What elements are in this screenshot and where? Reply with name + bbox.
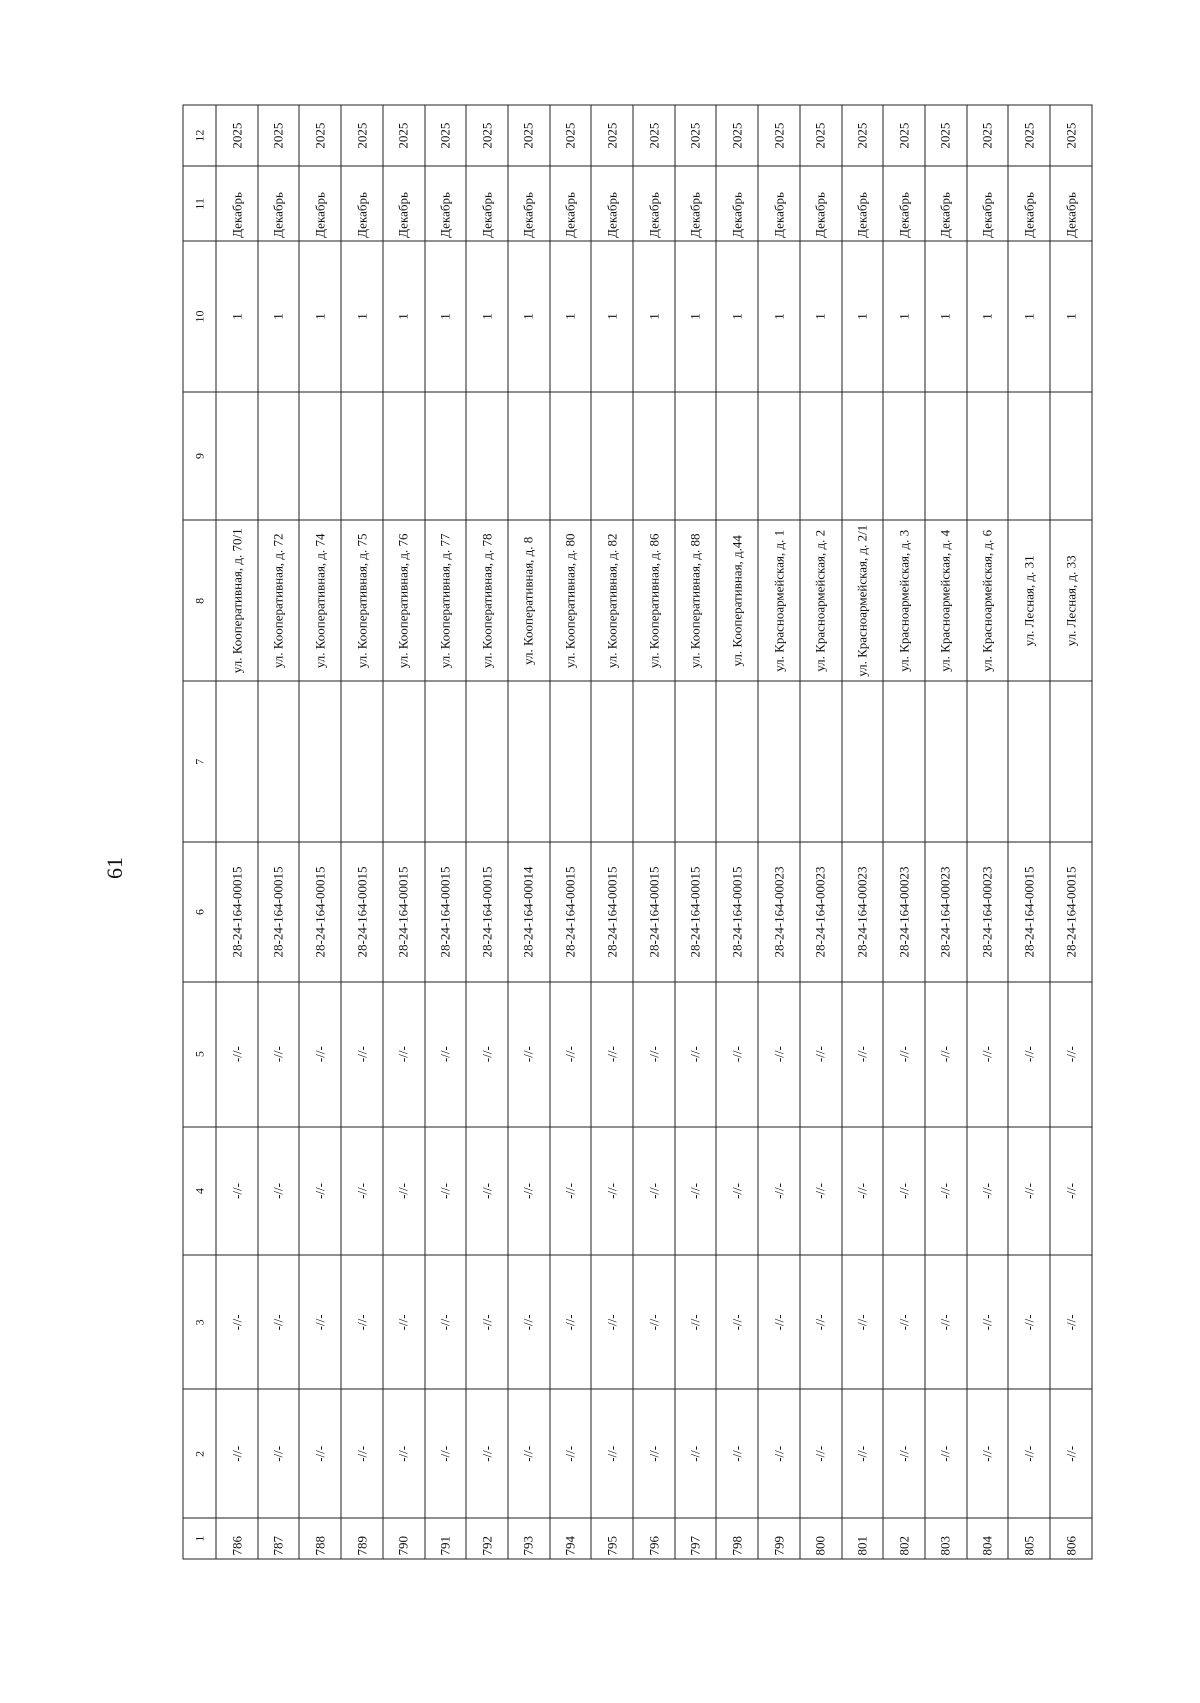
- address: ул. Кооперативная, д. 70/1: [216, 520, 258, 681]
- col4-value: -//-: [716, 1127, 758, 1256]
- year: 2025: [258, 105, 300, 166]
- col2-value: -//-: [550, 1389, 592, 1518]
- year: 2025: [716, 105, 758, 166]
- cadastral-code: 28-24-164-00023: [842, 842, 884, 981]
- col5-value: -//-: [591, 982, 633, 1127]
- address: ул. Красноармейская, д. 6: [967, 520, 1009, 681]
- year: 2025: [508, 105, 550, 166]
- cadastral-code: 28-24-164-00014: [508, 842, 550, 981]
- column-header-12: 12: [183, 105, 216, 166]
- address: ул. Кооперативная, д. 86: [633, 520, 675, 681]
- col9-value: [425, 392, 467, 521]
- table-row: [758, 105, 800, 1559]
- quantity: 1: [800, 241, 842, 391]
- cadastral-code: 28-24-164-00015: [425, 842, 467, 981]
- year: 2025: [466, 105, 508, 166]
- table-row: [466, 105, 508, 1559]
- col4-value: -//-: [216, 1127, 258, 1256]
- register-table-container: [183, 105, 1093, 1560]
- row-number: 802: [883, 1518, 925, 1559]
- col4-value: -//-: [466, 1127, 508, 1256]
- year: 2025: [1050, 105, 1092, 166]
- col9-value: [508, 392, 550, 521]
- row-number: 789: [341, 1518, 383, 1559]
- column-header-2: 2: [183, 1389, 216, 1518]
- col5-value: -//-: [508, 982, 550, 1127]
- col5-value: -//-: [842, 982, 884, 1127]
- quantity: 1: [341, 241, 383, 391]
- table-row: [425, 105, 467, 1559]
- col9-value: [925, 392, 967, 521]
- col3-value: -//-: [466, 1255, 508, 1389]
- col9-value: [716, 392, 758, 521]
- cadastral-code: 28-24-164-00015: [299, 842, 341, 981]
- quantity: 1: [1008, 241, 1050, 391]
- col7-value: [883, 681, 925, 842]
- col2-value: -//-: [341, 1389, 383, 1518]
- address: ул. Красноармейская, д. 2/1: [842, 520, 884, 681]
- year: 2025: [800, 105, 842, 166]
- col9-value: [258, 392, 300, 521]
- col5-value: -//-: [216, 982, 258, 1127]
- col4-value: -//-: [550, 1127, 592, 1256]
- col9-value: [1008, 392, 1050, 521]
- col4-value: -//-: [633, 1127, 675, 1256]
- row-number: 788: [299, 1518, 341, 1559]
- col9-value: [216, 392, 258, 521]
- col5-value: -//-: [967, 982, 1009, 1127]
- month: Декабрь: [842, 166, 884, 241]
- col7-value: [1050, 681, 1092, 842]
- col3-value: -//-: [925, 1255, 967, 1389]
- col7-value: [341, 681, 383, 842]
- column-header-11: 11: [183, 166, 216, 241]
- col2-value: -//-: [633, 1389, 675, 1518]
- col5-value: -//-: [633, 982, 675, 1127]
- col9-value: [883, 392, 925, 521]
- col4-value: -//-: [383, 1127, 425, 1256]
- month: Декабрь: [425, 166, 467, 241]
- address: ул. Кооперативная, д. 82: [591, 520, 633, 681]
- address: ул. Красноармейская, д. 3: [883, 520, 925, 681]
- month: Декабрь: [216, 166, 258, 241]
- col9-value: [1050, 392, 1092, 521]
- col7-value: [675, 681, 717, 842]
- col7-value: [967, 681, 1009, 842]
- col7-value: [1008, 681, 1050, 842]
- col7-value: [466, 681, 508, 842]
- row-number: 798: [716, 1518, 758, 1559]
- month: Декабрь: [258, 166, 300, 241]
- year: 2025: [341, 105, 383, 166]
- address: ул. Лесная, д. 33: [1050, 520, 1092, 681]
- month: Декабрь: [591, 166, 633, 241]
- col3-value: -//-: [216, 1255, 258, 1389]
- col3-value: -//-: [883, 1255, 925, 1389]
- quantity: 1: [675, 241, 717, 391]
- table-row: [925, 105, 967, 1559]
- year: 2025: [883, 105, 925, 166]
- col3-value: -//-: [716, 1255, 758, 1389]
- year: 2025: [425, 105, 467, 166]
- col4-value: -//-: [258, 1127, 300, 1256]
- col4-value: -//-: [758, 1127, 800, 1256]
- col5-value: -//-: [383, 982, 425, 1127]
- col3-value: -//-: [508, 1255, 550, 1389]
- year: 2025: [550, 105, 592, 166]
- col7-value: [425, 681, 467, 842]
- address: ул. Кооперативная, д. 80: [550, 520, 592, 681]
- col5-value: -//-: [550, 982, 592, 1127]
- row-number: 799: [758, 1518, 800, 1559]
- col5-value: -//-: [675, 982, 717, 1127]
- row-number: 795: [591, 1518, 633, 1559]
- year: 2025: [633, 105, 675, 166]
- quantity: 1: [716, 241, 758, 391]
- year: 2025: [1008, 105, 1050, 166]
- column-header-1: 1: [183, 1518, 216, 1559]
- col2-value: -//-: [216, 1389, 258, 1518]
- col2-value: -//-: [508, 1389, 550, 1518]
- column-header-6: 6: [183, 842, 216, 981]
- quantity: 1: [299, 241, 341, 391]
- cadastral-code: 28-24-164-00015: [1050, 842, 1092, 981]
- address: ул. Красноармейская, д. 2: [800, 520, 842, 681]
- col9-value: [675, 392, 717, 521]
- col4-value: -//-: [800, 1127, 842, 1256]
- table-row: [800, 105, 842, 1559]
- month: Декабрь: [758, 166, 800, 241]
- col5-value: -//-: [925, 982, 967, 1127]
- table-row: [341, 105, 383, 1559]
- year: 2025: [591, 105, 633, 166]
- col7-value: [925, 681, 967, 842]
- table-row: [1050, 105, 1092, 1559]
- register-table: [183, 105, 1093, 1560]
- row-number: 793: [508, 1518, 550, 1559]
- year: 2025: [967, 105, 1009, 166]
- col2-value: -//-: [842, 1389, 884, 1518]
- col9-value: [800, 392, 842, 521]
- row-number: 797: [675, 1518, 717, 1559]
- cadastral-code: 28-24-164-00023: [967, 842, 1009, 981]
- col4-value: -//-: [591, 1127, 633, 1256]
- row-number: 787: [258, 1518, 300, 1559]
- col9-value: [466, 392, 508, 521]
- col3-value: -//-: [758, 1255, 800, 1389]
- table-row: [508, 105, 550, 1559]
- row-number: 806: [1050, 1518, 1092, 1559]
- row-number: 786: [216, 1518, 258, 1559]
- address: ул. Кооперативная, д. 78: [466, 520, 508, 681]
- month: Декабрь: [967, 166, 1009, 241]
- col9-value: [758, 392, 800, 521]
- col4-value: -//-: [425, 1127, 467, 1256]
- year: 2025: [675, 105, 717, 166]
- month: Декабрь: [341, 166, 383, 241]
- col3-value: -//-: [1050, 1255, 1092, 1389]
- col5-value: -//-: [1050, 982, 1092, 1127]
- col2-value: -//-: [716, 1389, 758, 1518]
- col5-value: -//-: [716, 982, 758, 1127]
- month: Декабрь: [383, 166, 425, 241]
- col7-value: [299, 681, 341, 842]
- address: ул. Красноармейская, д. 4: [925, 520, 967, 681]
- quantity: 1: [216, 241, 258, 391]
- col2-value: -//-: [800, 1389, 842, 1518]
- month: Декабрь: [800, 166, 842, 241]
- col5-value: -//-: [258, 982, 300, 1127]
- table-row: [633, 105, 675, 1559]
- col9-value: [633, 392, 675, 521]
- column-header-5: 5: [183, 982, 216, 1127]
- col4-value: -//-: [925, 1127, 967, 1256]
- year: 2025: [299, 105, 341, 166]
- quantity: 1: [1050, 241, 1092, 391]
- col2-value: -//-: [675, 1389, 717, 1518]
- col4-value: -//-: [842, 1127, 884, 1256]
- column-header-4: 4: [183, 1127, 216, 1256]
- col4-value: -//-: [341, 1127, 383, 1256]
- cadastral-code: 28-24-164-00015: [550, 842, 592, 981]
- cadastral-code: 28-24-164-00015: [258, 842, 300, 981]
- col4-value: -//-: [675, 1127, 717, 1256]
- cadastral-code: 28-24-164-00023: [925, 842, 967, 981]
- quantity: 1: [508, 241, 550, 391]
- year: 2025: [842, 105, 884, 166]
- year: 2025: [758, 105, 800, 166]
- col2-value: -//-: [925, 1389, 967, 1518]
- col2-value: -//-: [1008, 1389, 1050, 1518]
- column-header-8: 8: [183, 520, 216, 681]
- address: ул. Кооперативная, д. 74: [299, 520, 341, 681]
- col7-value: [216, 681, 258, 842]
- col5-value: -//-: [425, 982, 467, 1127]
- row-number: 794: [550, 1518, 592, 1559]
- col7-value: [758, 681, 800, 842]
- col2-value: -//-: [383, 1389, 425, 1518]
- month: Декабрь: [633, 166, 675, 241]
- table-row: [550, 105, 592, 1559]
- address: ул. Кооперативная, д.44: [716, 520, 758, 681]
- row-number: 801: [842, 1518, 884, 1559]
- col2-value: -//-: [466, 1389, 508, 1518]
- col7-value: [842, 681, 884, 842]
- table-row: [383, 105, 425, 1559]
- col7-value: [508, 681, 550, 842]
- column-header-10: 10: [183, 241, 216, 391]
- address: ул. Кооперативная, д. 75: [341, 520, 383, 681]
- month: Декабрь: [466, 166, 508, 241]
- cadastral-code: 28-24-164-00015: [383, 842, 425, 981]
- address: ул. Кооперативная, д. 77: [425, 520, 467, 681]
- month: Декабрь: [925, 166, 967, 241]
- cadastral-code: 28-24-164-00015: [341, 842, 383, 981]
- col2-value: -//-: [883, 1389, 925, 1518]
- col2-value: -//-: [299, 1389, 341, 1518]
- cadastral-code: 28-24-164-00023: [758, 842, 800, 981]
- col7-value: [591, 681, 633, 842]
- column-header-7: 7: [183, 681, 216, 842]
- col4-value: -//-: [967, 1127, 1009, 1256]
- address: ул. Кооперативная, д. 8: [508, 520, 550, 681]
- month: Декабрь: [675, 166, 717, 241]
- table-row: [842, 105, 884, 1559]
- col7-value: [258, 681, 300, 842]
- quantity: 1: [383, 241, 425, 391]
- col3-value: -//-: [842, 1255, 884, 1389]
- col9-value: [550, 392, 592, 521]
- table-row: [967, 105, 1009, 1559]
- table-row: [216, 105, 258, 1559]
- col3-value: -//-: [341, 1255, 383, 1389]
- month: Декабрь: [508, 166, 550, 241]
- cadastral-code: 28-24-164-00015: [675, 842, 717, 981]
- col3-value: -//-: [425, 1255, 467, 1389]
- month: Декабрь: [299, 166, 341, 241]
- column-header-9: 9: [183, 392, 216, 521]
- row-number: 790: [383, 1518, 425, 1559]
- col2-value: -//-: [967, 1389, 1009, 1518]
- col2-value: -//-: [258, 1389, 300, 1518]
- col9-value: [591, 392, 633, 521]
- col4-value: -//-: [1008, 1127, 1050, 1256]
- col9-value: [967, 392, 1009, 521]
- cadastral-code: 28-24-164-00015: [216, 842, 258, 981]
- page-number: 61: [102, 857, 127, 879]
- col7-value: [633, 681, 675, 842]
- col7-value: [383, 681, 425, 842]
- col4-value: -//-: [883, 1127, 925, 1256]
- quantity: 1: [425, 241, 467, 391]
- column-header-3: 3: [183, 1255, 216, 1389]
- address: ул. Лесная, д. 31: [1008, 520, 1050, 681]
- col2-value: -//-: [591, 1389, 633, 1518]
- col7-value: [716, 681, 758, 842]
- col3-value: -//-: [550, 1255, 592, 1389]
- year: 2025: [216, 105, 258, 166]
- col3-value: -//-: [967, 1255, 1009, 1389]
- col5-value: -//-: [466, 982, 508, 1127]
- table-body: [216, 105, 1092, 1559]
- col3-value: -//-: [1008, 1255, 1050, 1389]
- table-row: [716, 105, 758, 1559]
- quantity: 1: [466, 241, 508, 391]
- col9-value: [842, 392, 884, 521]
- quantity: 1: [591, 241, 633, 391]
- quantity: 1: [842, 241, 884, 391]
- address: ул. Красноармейская, д. 1: [758, 520, 800, 681]
- quantity: 1: [925, 241, 967, 391]
- month: Декабрь: [1008, 166, 1050, 241]
- table-row: [591, 105, 633, 1559]
- row-number: 805: [1008, 1518, 1050, 1559]
- address: ул. Кооперативная, д. 76: [383, 520, 425, 681]
- col4-value: -//-: [508, 1127, 550, 1256]
- year: 2025: [925, 105, 967, 166]
- col7-value: [800, 681, 842, 842]
- address: ул. Кооперативная, д. 72: [258, 520, 300, 681]
- col3-value: -//-: [258, 1255, 300, 1389]
- year: 2025: [383, 105, 425, 166]
- row-number: 803: [925, 1518, 967, 1559]
- month: Декабрь: [883, 166, 925, 241]
- header-row: [183, 105, 216, 1559]
- col9-value: [341, 392, 383, 521]
- col4-value: -//-: [299, 1127, 341, 1256]
- col3-value: -//-: [383, 1255, 425, 1389]
- table-row: [258, 105, 300, 1559]
- col3-value: -//-: [675, 1255, 717, 1389]
- month: Декабрь: [716, 166, 758, 241]
- col9-value: [299, 392, 341, 521]
- col5-value: -//-: [341, 982, 383, 1127]
- col2-value: -//-: [758, 1389, 800, 1518]
- quantity: 1: [758, 241, 800, 391]
- col3-value: -//-: [299, 1255, 341, 1389]
- cadastral-code: 28-24-164-00015: [466, 842, 508, 981]
- col5-value: -//-: [883, 982, 925, 1127]
- col5-value: -//-: [800, 982, 842, 1127]
- table-row: [1008, 105, 1050, 1559]
- month: Декабрь: [1050, 166, 1092, 241]
- table-row: [299, 105, 341, 1559]
- month: Декабрь: [550, 166, 592, 241]
- table-row: [883, 105, 925, 1559]
- col5-value: -//-: [758, 982, 800, 1127]
- row-number: 791: [425, 1518, 467, 1559]
- row-number: 792: [466, 1518, 508, 1559]
- cadastral-code: 28-24-164-00015: [1008, 842, 1050, 981]
- quantity: 1: [883, 241, 925, 391]
- cadastral-code: 28-24-164-00023: [883, 842, 925, 981]
- col2-value: -//-: [425, 1389, 467, 1518]
- cadastral-code: 28-24-164-00015: [716, 842, 758, 981]
- cadastral-code: 28-24-164-00023: [800, 842, 842, 981]
- cadastral-code: 28-24-164-00015: [633, 842, 675, 981]
- quantity: 1: [258, 241, 300, 391]
- row-number: 796: [633, 1518, 675, 1559]
- table-row: [675, 105, 717, 1559]
- col5-value: -//-: [1008, 982, 1050, 1127]
- address: ул. Кооперативная, д. 88: [675, 520, 717, 681]
- col2-value: -//-: [1050, 1389, 1092, 1518]
- quantity: 1: [633, 241, 675, 391]
- quantity: 1: [967, 241, 1009, 391]
- row-number: 804: [967, 1518, 1009, 1559]
- col9-value: [383, 392, 425, 521]
- col3-value: -//-: [800, 1255, 842, 1389]
- col4-value: -//-: [1050, 1127, 1092, 1256]
- col3-value: -//-: [591, 1255, 633, 1389]
- col3-value: -//-: [633, 1255, 675, 1389]
- quantity: 1: [550, 241, 592, 391]
- col5-value: -//-: [299, 982, 341, 1127]
- cadastral-code: 28-24-164-00015: [591, 842, 633, 981]
- row-number: 800: [800, 1518, 842, 1559]
- col7-value: [550, 681, 592, 842]
